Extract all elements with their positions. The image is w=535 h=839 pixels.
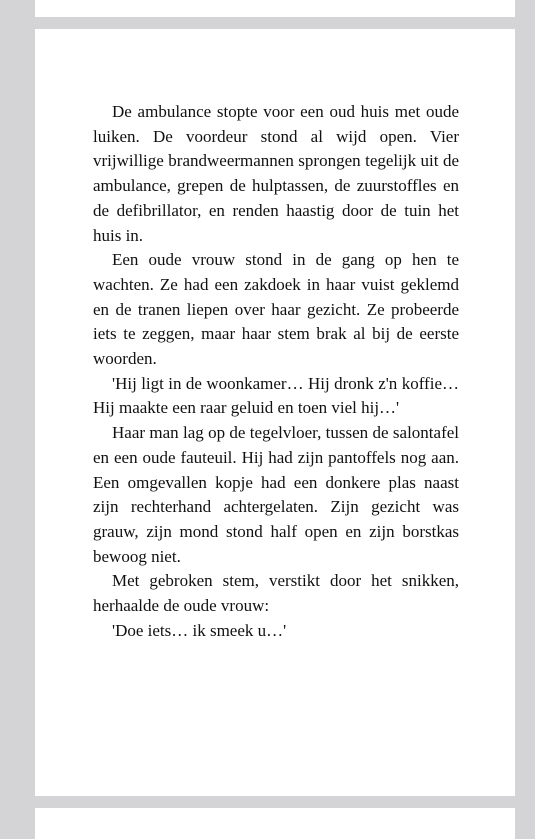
paragraph: 'Doe iets… ik smeek u…' [112,620,287,640]
paragraph: 'Hij ligt in de woonkamer… Hij dronk z'n koffie… Hij maakte een raar geluid en toen viel hij…' [93,373,459,418]
previous-page-edge [35,0,515,17]
paragraph: Haar man lag op de tegelvloer, tussen de salontafel en een oude fauteuil. Hij had zijn pantoffels nog aan. Een omgevallen kopje had een donkere plas naast zijn rechterhand achtergelaten. Zijn gezicht was grauw, zijn mond stond half open en zijn borstkas bewoog niet. [93,423,459,566]
next-page-edge [35,808,515,839]
paragraph: Een oude vrouw stond in de gang op hen te wachten. Ze had een zakdoek in haar vuist geklemd en de tranen liepen over haar gezicht. Ze probeerde iets te zeggen, maar haar stem brak al bij de eerste woorden. [93,250,459,369]
page-text [93,100,459,643]
book-page [35,29,515,796]
paragraph: De ambulance stopte voor een oud huis met oude luiken. De voordeur stond al wijd open. Vier vrijwillige brandweermannen sprongen tegelijk uit de ambulance, grepen de hulptassen, de zuurstoffles en de defibrillator, en renden haastig door de tuin het huis in. [93,102,459,245]
paragraph: Met gebroken stem, verstikt door het snikken, herhaalde de oude vrouw: [93,571,459,616]
